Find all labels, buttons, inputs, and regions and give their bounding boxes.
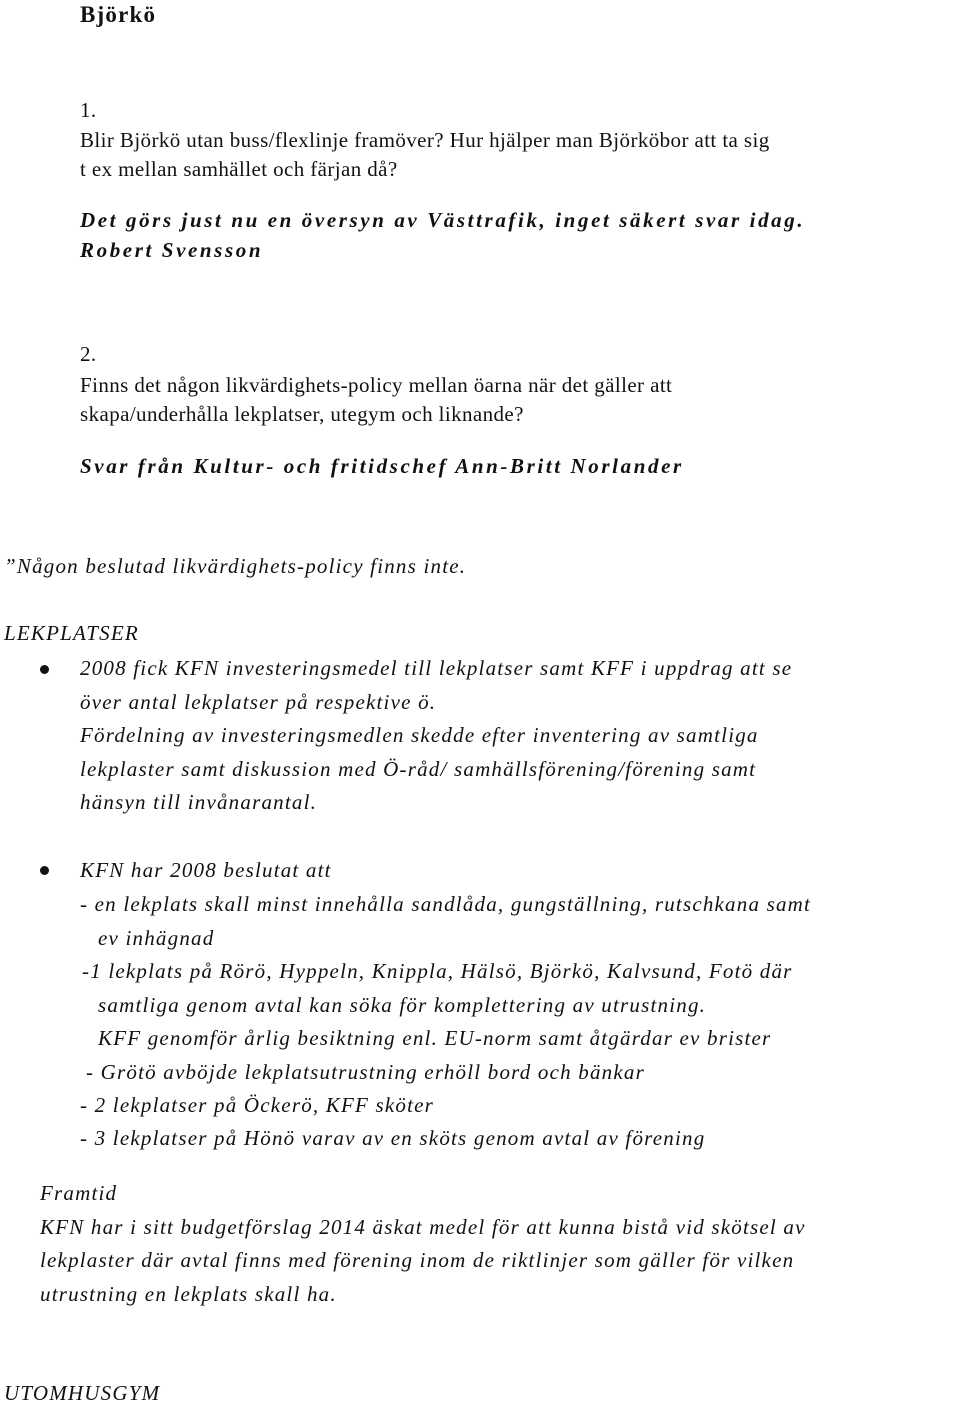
question-2-line: skapa/underhålla lekplatser, utegym och liknande? [80,402,524,426]
bullet-icon [40,866,49,875]
bullet-1-line: 2008 fick KFN investeringsmedel till lekplatser samt KFF i uppdrag att se [80,656,793,680]
bullet-2-line: - 3 lekplatser på Hönö varav av en sköts genom avtal av förening [80,1126,706,1150]
answer-1-author: Robert Svensson [80,238,264,262]
bullet-2-line: - 2 lekplatser på Öckerö, KFF sköter [80,1093,435,1117]
bullet-2-line: KFN har 2008 beslutat att [80,858,332,882]
framtid-line: lekplaster där avtal finns med förening inom de riktlinjer som gäller för vilken [40,1248,795,1272]
bullet-2-line: - en lekplats skall minst innehålla sandlåda, gungställning, rutschkana samt [80,892,812,916]
answer-2-quote: ”Någon beslutad likvärdighets-policy finns inte. [4,554,467,578]
bullet-2-line: ev inhägnad [98,926,215,950]
bullet-1-line: Fördelning av investeringsmedlen skedde efter inventering av samtliga [80,723,759,747]
page-title: Björkö [80,2,157,27]
answer-2-heading: Svar från Kultur- och fritidschef Ann-Britt Norlander [80,454,684,478]
bullet-2-line: - Grötö avböjde lekplatsutrustning erhöll bord och bänkar [86,1060,645,1084]
bullet-2-line: samtliga genom avtal kan söka för komplettering av utrustning. [98,993,707,1017]
section-heading-framtid: Framtid [40,1181,118,1205]
bullet-1-line: över antal lekplatser på respektive ö. [80,690,437,714]
bullet-2-line: KFF genomför årlig besiktning enl. EU-norm samt åtgärdar ev brister [98,1026,772,1050]
framtid-line: KFN har i sitt budgetförslag 2014 äskat medel för att kunna bistå vid skötsel av [40,1215,806,1239]
answer-1-line: Det görs just nu en översyn av Västtrafik, inget säkert svar idag. [80,208,806,232]
bullet-icon [40,665,49,674]
question-2-number: 2. [80,342,97,366]
bullet-1-line: lekplaster samt diskussion med Ö-råd/ samhällsförening/förening samt [80,757,757,781]
section-heading-lekplatser: LEKPLATSER [4,621,139,645]
question-2-line: Finns det någon likvärdighets-policy mellan öarna när det gäller att [80,373,673,397]
bullet-1-line: hänsyn till invånarantal. [80,790,318,814]
section-heading-utomhusgym: UTOMHUSGYM [4,1381,161,1405]
question-1-number: 1. [80,98,97,122]
framtid-line: utrustning en lekplats skall ha. [40,1282,337,1306]
bullet-2-line: -1 lekplats på Rörö, Hyppeln, Knippla, Hälsö, Björkö, Kalvsund, Fotö där [82,959,793,983]
question-1-line: Blir Björkö utan buss/flexlinje framöver? Hur hjälper man Björköbor att ta sig [80,128,770,152]
question-1-line: t ex mellan samhället och färjan då? [80,157,398,181]
